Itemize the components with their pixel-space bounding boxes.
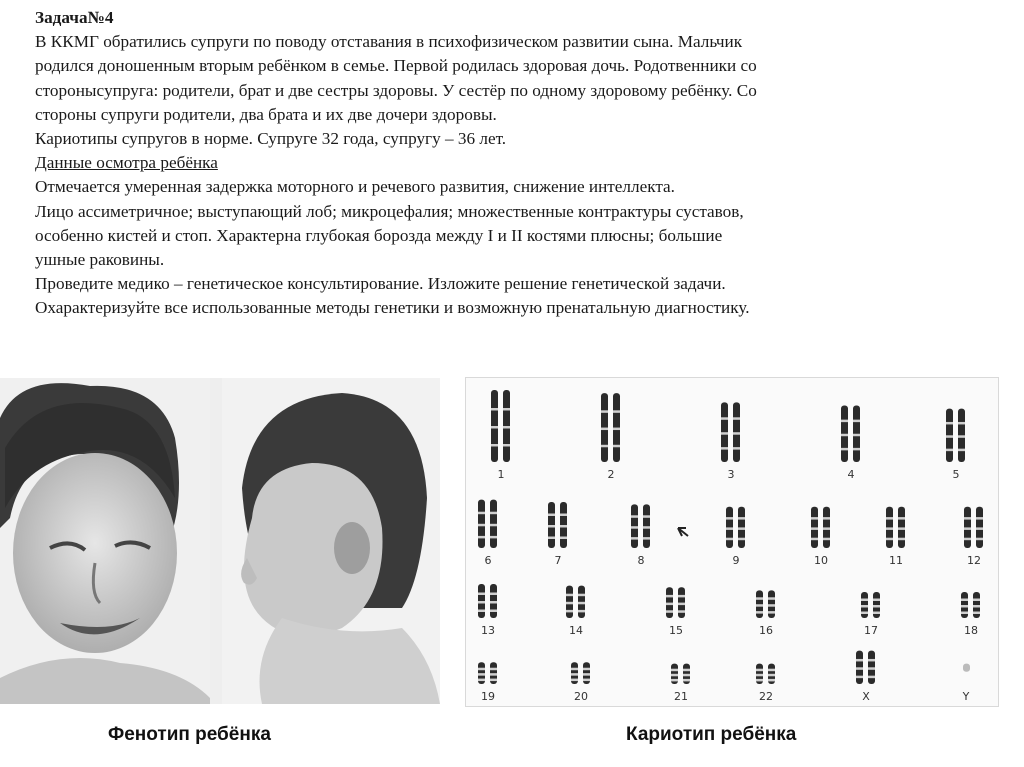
- chromosome-band: [961, 599, 968, 602]
- chromosome-band: [841, 434, 848, 437]
- chromosome-band: [856, 659, 863, 662]
- chromosome-band: [478, 610, 485, 613]
- chromosome-pair: [548, 502, 567, 567]
- chromosome-band: [756, 674, 763, 677]
- chromosome-band: [873, 605, 880, 608]
- chromosome-band: [490, 673, 497, 676]
- chromosome-band: [811, 538, 818, 541]
- chromosome-band: [478, 536, 485, 539]
- chromosome-band: [666, 603, 673, 606]
- chromosome-band: [491, 426, 498, 429]
- chromosome-band: [964, 517, 971, 520]
- chromosome-label: 11: [889, 554, 903, 567]
- chromosome-band: [490, 524, 497, 527]
- chromosome-pair: [886, 507, 905, 567]
- chromosome: [666, 587, 673, 618]
- chromosome-band: [868, 667, 875, 670]
- chromosome-band: [886, 538, 893, 541]
- chromosome-label: 22: [759, 690, 773, 703]
- chromosome-band: [683, 674, 690, 677]
- chromosome-band: [478, 512, 485, 515]
- chromosome-label: X: [862, 690, 870, 703]
- task-line: родился доношенным вторым ребёнком в семье. Первой родилась здоровая дочь. Родотвенники со: [35, 56, 757, 76]
- chromosome-band: [478, 679, 485, 682]
- chromosome-pair: [756, 590, 775, 637]
- chromosome-band: [976, 538, 983, 541]
- chromosome-band: [946, 449, 953, 452]
- chromosome-band: [490, 512, 497, 515]
- chromosome-band: [478, 593, 485, 596]
- chromosome: [678, 587, 685, 618]
- chromosome-band: [738, 538, 745, 541]
- chromosome-band: [601, 445, 608, 448]
- chromosome-band: [683, 669, 690, 672]
- task-line: стороны супруги родители, два брата и их две дочери здоровы.: [35, 104, 497, 124]
- chromosome-band: [756, 669, 763, 672]
- chromosome: [478, 500, 485, 548]
- chromosome-band: [861, 605, 868, 608]
- chromosome: [601, 393, 608, 462]
- chromosome-band: [548, 525, 555, 528]
- chromosome-band: [946, 435, 953, 438]
- chromosome-band: [571, 679, 578, 682]
- chromosome-band: [823, 527, 830, 530]
- chromosome-band: [973, 612, 980, 615]
- chromosome-band: [490, 593, 497, 596]
- chromosome-band: [478, 673, 485, 676]
- chromosome-band: [560, 537, 567, 540]
- chromosome-band: [853, 420, 860, 423]
- chromosome-pair: [478, 584, 497, 637]
- chromosome-band: [973, 605, 980, 608]
- chromosome-band: [478, 524, 485, 527]
- chromosome-band: [733, 432, 740, 435]
- chromosome: [578, 586, 585, 618]
- karyotype-image: [465, 377, 999, 707]
- chromosome-pair: [964, 507, 983, 567]
- chromosome-band: [868, 659, 875, 662]
- chromosome-band: [823, 517, 830, 520]
- chromosome-label: 13: [481, 624, 495, 637]
- chromosome: [490, 500, 497, 548]
- chromosome-band: [560, 514, 567, 517]
- chromosome-band: [886, 517, 893, 520]
- chromosome-band: [856, 667, 863, 670]
- chromosome-band: [756, 604, 763, 607]
- chromosome-band: [566, 594, 573, 597]
- chromosome-band: [583, 668, 590, 671]
- chromosome-band: [578, 602, 585, 605]
- chromosome-band: [823, 538, 830, 541]
- phenotype-photos: [0, 378, 440, 704]
- chromosome-pair: [478, 500, 497, 567]
- chromosome-band: [666, 610, 673, 613]
- chromosome-label: 20: [574, 690, 588, 703]
- chromosome-band: [678, 610, 685, 613]
- chromosome-band: [738, 527, 745, 530]
- exam-line: ушные раковины.: [35, 250, 165, 270]
- chromosome-band: [613, 428, 620, 431]
- chromosome-band: [613, 445, 620, 448]
- chromosome-band: [811, 527, 818, 530]
- chromosome-band: [768, 611, 775, 614]
- chromosome: [946, 409, 953, 462]
- chromosome-band: [958, 449, 965, 452]
- chromosome-pair: [491, 390, 510, 481]
- chromosome-pair: [721, 402, 740, 481]
- phenotype-caption: Фенотип ребёнка: [108, 724, 271, 745]
- chromosome-band: [964, 527, 971, 530]
- chromosome-band: [671, 669, 678, 672]
- chromosome-band: [898, 538, 905, 541]
- chromosome-pair: [962, 664, 970, 703]
- chromosome-band: [490, 679, 497, 682]
- chromosome-band: [548, 514, 555, 517]
- chromosome-band: [768, 669, 775, 672]
- chromosome-pair: [571, 662, 590, 703]
- chromosome-pair: [671, 664, 690, 703]
- chromosome-pair: [946, 409, 965, 481]
- chromosome-band: [738, 517, 745, 520]
- chromosome-band: [548, 537, 555, 540]
- assignment-line: Охарактеризуйте все использованные методы генетики и возможную пренатальную диагностику.: [35, 298, 750, 318]
- chromosome-band: [964, 538, 971, 541]
- chromosome-band: [861, 612, 868, 615]
- chromosome-band: [756, 597, 763, 600]
- chromosome-band: [683, 679, 690, 682]
- chromosome-band: [976, 527, 983, 530]
- chromosome-band: [873, 599, 880, 602]
- chromosome-band: [853, 448, 860, 451]
- chromosome-band: [733, 447, 740, 450]
- exam-line: особенно кистей и стоп. Характерна глубокая борозда между I и II костями плюсны; большие: [35, 225, 723, 245]
- chromosome-label: 8: [637, 554, 645, 567]
- chromosome-band: [856, 676, 863, 679]
- chromosome-band: [973, 599, 980, 602]
- child-profile-photo: [222, 378, 440, 704]
- chromosome-band: [631, 526, 638, 529]
- exam-heading: Данные осмотра ребёнка: [35, 153, 218, 173]
- chromosome-band: [976, 517, 983, 520]
- chromosome-band: [861, 599, 868, 602]
- chromosome: [963, 664, 970, 672]
- chromosome-pair: [566, 586, 585, 637]
- chromosome-band: [478, 668, 485, 671]
- chromosome-band: [490, 601, 497, 604]
- chromosome-label: 17: [864, 624, 878, 637]
- chromosome-band: [768, 604, 775, 607]
- task-line: В ККМГ обратились супруги по поводу отставания в психофизическом развитии сына. Мальчик: [35, 32, 743, 52]
- task-line: стороныcупруга: родители, брат и две сестры здоровы. У сестёр по одному здоровому ребёнку. Со: [35, 80, 757, 100]
- chromosome-pair: [726, 507, 745, 567]
- chromosome-band: [726, 538, 733, 541]
- karyotype-caption: Кариотип ребёнка: [626, 724, 797, 745]
- chromosome-pair: [756, 664, 775, 703]
- chromosome-band: [643, 537, 650, 540]
- chromosome-label: 6: [484, 554, 492, 567]
- chromosome-band: [946, 422, 953, 425]
- chromosome-pair: [856, 651, 875, 703]
- child-front-photo: [0, 378, 210, 704]
- chromosome-label: 14: [569, 624, 583, 637]
- chromosome-band: [721, 417, 728, 420]
- chromosome-pair: [841, 406, 860, 482]
- task-text: [35, 6, 1010, 321]
- chromosome-band: [958, 435, 965, 438]
- chromosome-band: [643, 526, 650, 529]
- chromosome-band: [571, 673, 578, 676]
- chromosome: [613, 393, 620, 462]
- assignment-line: Проведите медико – генетическое консультирование. Изложите решение генетической задачи.: [35, 274, 726, 294]
- chromosome-band: [566, 610, 573, 613]
- chromosome-band: [601, 428, 608, 431]
- chromosome-pair: [666, 587, 685, 637]
- chromosome-label: 10: [814, 554, 828, 567]
- chromosome-band: [811, 517, 818, 520]
- chromosome-band: [490, 668, 497, 671]
- chromosome-band: [503, 444, 510, 447]
- chromosome-pair: [478, 662, 497, 703]
- chromosome-band: [478, 601, 485, 604]
- chromosome-band: [721, 447, 728, 450]
- chromosome-pair: [601, 393, 620, 481]
- chromosome-band: [768, 674, 775, 677]
- chromosome-band: [671, 674, 678, 677]
- chromosome-pair: [811, 507, 830, 567]
- chromosome-band: [873, 612, 880, 615]
- chromosome-band: [613, 410, 620, 413]
- chromosome-band: [490, 536, 497, 539]
- chromosome-band: [841, 448, 848, 451]
- chromosome-pair: [961, 592, 980, 637]
- chromosome-label: 7: [554, 554, 562, 567]
- chromosome-label: 16: [759, 624, 773, 637]
- chromosome-band: [868, 676, 875, 679]
- chromosome-band: [853, 434, 860, 437]
- chromosome-band: [886, 527, 893, 530]
- chromosome-band: [726, 527, 733, 530]
- chromosome-band: [631, 515, 638, 518]
- exam-line: Лицо ассиметричное; выступающий лоб; микроцефалия; множественные контрактуры суставов,: [35, 201, 744, 221]
- chromosome-band: [768, 679, 775, 682]
- exam-line: Отмечается умеренная задержка моторного и речевого развития, снижение интеллекта.: [35, 177, 675, 197]
- chromosome-band: [566, 602, 573, 605]
- chromosome-band: [491, 408, 498, 411]
- chromosome-label: 21: [674, 690, 688, 703]
- arrow-icon: [678, 528, 688, 536]
- chromosome-band: [958, 422, 965, 425]
- chromosome-band: [726, 517, 733, 520]
- chromosome: [958, 409, 965, 462]
- chromosome-label: 18: [964, 624, 978, 637]
- chromosome-band: [768, 597, 775, 600]
- chromosome-band: [583, 679, 590, 682]
- chromosome-band: [601, 410, 608, 413]
- chromosome-label: 2: [607, 468, 615, 481]
- chromosome-band: [491, 444, 498, 447]
- chromosome-band: [898, 517, 905, 520]
- chromosome-band: [841, 420, 848, 423]
- chromosome-band: [678, 603, 685, 606]
- chromosome-band: [666, 595, 673, 598]
- chromosome-band: [503, 408, 510, 411]
- chromosome: [566, 586, 573, 618]
- chromosome-band: [961, 605, 968, 608]
- chromosome-band: [583, 673, 590, 676]
- chromosome-band: [898, 527, 905, 530]
- chromosome-band: [733, 417, 740, 420]
- chromosome-band: [578, 610, 585, 613]
- chromosome-label: 15: [669, 624, 683, 637]
- chromosome-band: [678, 595, 685, 598]
- chromosome-pair: [861, 592, 880, 637]
- chromosome-label: 5: [952, 468, 960, 481]
- chromosome-label: 19: [481, 690, 495, 703]
- chromosome-band: [560, 525, 567, 528]
- karyotype-svg: [466, 378, 998, 706]
- chromosome-band: [961, 612, 968, 615]
- chromosome-band: [490, 610, 497, 613]
- chromosome-label: 9: [732, 554, 740, 567]
- chromosome-band: [721, 432, 728, 435]
- chromosome-band: [503, 426, 510, 429]
- chromosome-band: [631, 537, 638, 540]
- chromosome-pair: [631, 504, 650, 567]
- chromosome-band: [756, 679, 763, 682]
- task-title: Задача№4: [35, 8, 114, 27]
- chromosome-band: [756, 611, 763, 614]
- chromosome-band: [571, 668, 578, 671]
- chromosome-label: 1: [497, 468, 505, 481]
- chromosome-label: Y: [962, 690, 970, 703]
- chromosome-band: [578, 594, 585, 597]
- chromosome-label: 12: [967, 554, 981, 567]
- chromosome-label: 4: [847, 468, 855, 481]
- chromosome-band: [643, 515, 650, 518]
- chromosome-band: [671, 679, 678, 682]
- chromosome-label: 3: [727, 468, 735, 481]
- task-line: Кариотипы супругов в норме. Супруге 32 года, супругу – 36 лет.: [35, 129, 507, 149]
